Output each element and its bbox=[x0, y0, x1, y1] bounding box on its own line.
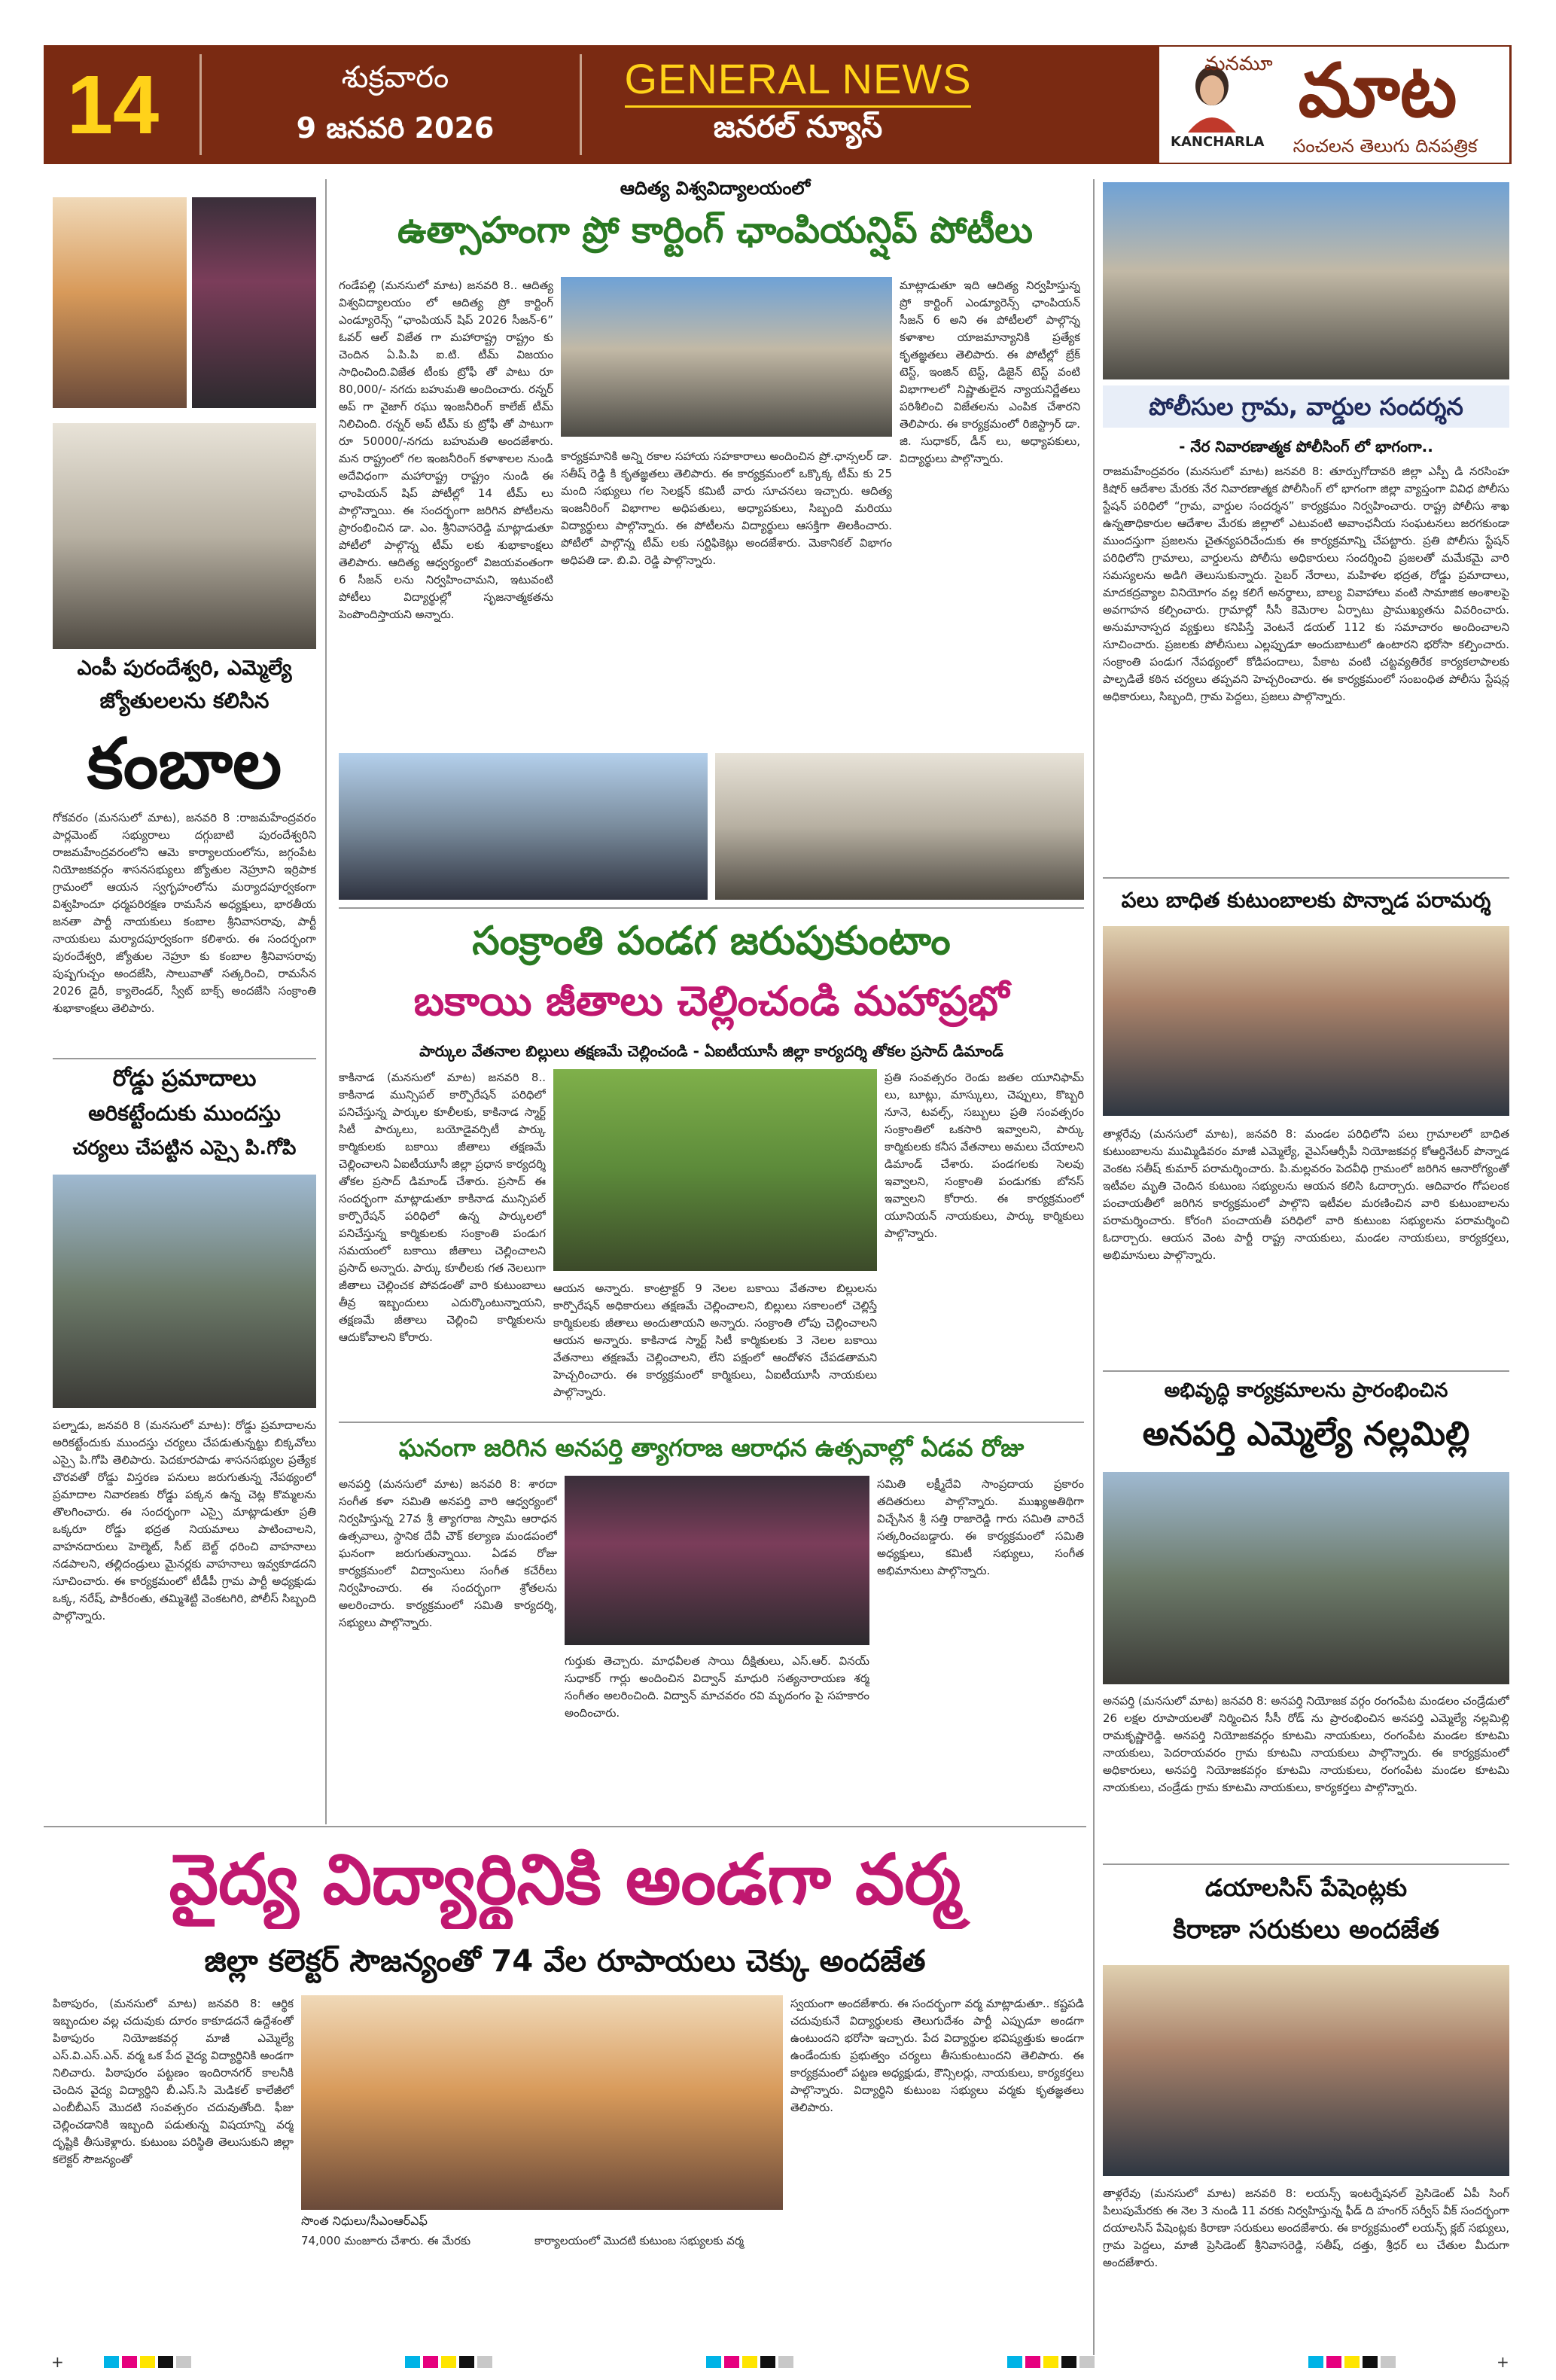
headline-road-3: చర్యలు చేపట్టిన ఎస్సై పి.గోపి bbox=[72, 1137, 297, 1160]
color-bar-swatch bbox=[706, 2356, 721, 2368]
photo-aditya-group-1 bbox=[339, 753, 708, 900]
headline-sankranti-2: బకాయి జీతాలు చెల్లించండి మహాప్రభో bbox=[413, 977, 1009, 1025]
color-bar-swatch bbox=[104, 2356, 119, 2368]
body-purandeswari: గోకవరం (మనసులో మాట), జనవరి 8 :రాజమహేంద్రవరం పార్లమెంట్ సభ్యురాలు దగ్గుబాటి పురందేశ్వరిని రాజమహేంద్రవరంలోని ఆమె కార్యాలయంలోను, జగ్గంపేట నియోజకవర్గం శాసనసభ్యులు జ్యోతుల నెహ్రూని ఇర్రిపాక గ్రామంలో ఆయన స్వగృహంలోను మర్యాదపూర్వకంగా విశ్వహిందూ ధర్మపరిరక్షణ రామసేన అధ్యక్షులు, భారతీయ జనతా పార్టీ నాయకులు కంబాల శ్రీనివాసరావు, పార్టీ నాయకులు మర్యాదపూర్వకంగా కలిశారు. ఈ సందర్భంగా పురందేశ్వరి, జ్యోతుల నెహ్రూ కు కంబాల శ్రీనివాసరావు పుష్పగుచ్చం అందజేసి, సాలువాతో సత్కరించి, రామసేన 2026 డైరీ, క్యాలెండర్, స్వీట్ బాక్స్ అందజేసి సంక్రాంతి శుభాకాంక్షలు తెలిపారు. bbox=[53, 811, 316, 1015]
divider bbox=[1103, 1863, 1509, 1865]
photo-dialysis-donation bbox=[1103, 1965, 1509, 2176]
header-divider bbox=[199, 54, 202, 155]
photo-aditya-group-2 bbox=[715, 753, 1084, 900]
subhead-police: - నేర నివారణాత్మక పోలీసింగ్ లో భాగంగా.. bbox=[1179, 437, 1433, 456]
color-bar-swatch bbox=[778, 2356, 793, 2368]
body-tyagaraja-3: సమితి లక్ష్మీదేవి సాంప్రదాయ ప్రకారం తదితరులు పాల్గొన్నారు. ముఖ్యఅతిథిగా విచ్చేసిన శ్రీ సత్తి రాజారెడ్డి గారు సమితి వారిచే సత్కరించబడ్డారు. ఈ కార్యక్రమంలో సమితి అధ్యక్షులు, కమిటీ సభ్యులు, సంగీత అభిమానులు పాల్గొన్నారు. bbox=[877, 1477, 1084, 1577]
subhead-sankranti: పార్కుల వేతనాల బిల్లులు తక్షణమే చెల్లించండి - ఏఐటీయూసీ జిల్లా కార్యదర్శి తోకల ప్రసాద్ డిమాండ్ bbox=[419, 1042, 1003, 1060]
logo-tagline: సంచలన తెలుగు దినపత్రిక bbox=[1293, 136, 1478, 157]
kicker-aditya: ఆదిత్య విశ్వవిద్యాలయంలో bbox=[620, 178, 811, 199]
photo-ponnada-visit bbox=[1103, 926, 1509, 1116]
body-anaparthi: అనపర్తి (మనసులో మాట) జనవరి 8: అనపర్తి నియోజక వర్గం రంగంపేట మండలం చండ్రేడులో 26 లక్షల రూపాయలతో నిర్మించిన సీసీ రోడ్ ను ప్రారంభించిన అనపర్తి ఎమ్మెల్యే నల్లమిల్లి రామకృష్ణారెడ్డి. అనపర్తి నియోజకవర్గం కూటమి నాయకులు, రంగంపేట మండల కూటమి నాయకులు, పెదరాయవరం గ్రామ కూటమి నాయకులు పాల్గొన్నారు. ఈ కార్యక్రమంలో అధికారులు, అనపర్తి నియోజకవర్గం కూటమి నాయకులు, రంగంపేట మండల కూటమి నాయకులు, చండ్రేడు గ్రామ కూటమి నాయకులు, కార్యకర్తలు పాల్గొన్నారు. bbox=[1103, 1694, 1509, 1794]
section-title-te: జనరల్ న్యూస్ bbox=[713, 110, 883, 145]
color-bar-swatch bbox=[441, 2356, 456, 2368]
body-tyagaraja-2: గుర్తుకు తెచ్చారు. మాధవీలత సాయి దీక్షితులు, ఎస్.ఆర్. వినయ్ సుధాకర్ గార్లు అందించిన విద్వాన్ మాధురి సత్యనారాయణ శర్మ సంగీతం అలరించింది. విద్వాన్ మాచవరం రవి మృదంగం పై సహకారం అందించారు. bbox=[565, 1654, 869, 1720]
body-tyagaraja-1: అనపర్తి (మనసులో మాట) జనవరి 8: శారదా సంగీత కళా సమితి అనపర్తి వారి ఆధ్వర్యంలో నిర్వహిస్తున్న 27వ శ్రీ త్యాగరాజ స్వామి ఆరాధన ఉత్సవాలు, స్థానిక దేవీ చౌక్ కల్యాణ మండపంలో ఘనంగా జరుగుతున్నాయి. ఏడవ రోజు కార్యక్రమంలో విద్వాంసులు సంగీత కచేరీలు నిర్వహించారు. ఈ సందర్భంగా శ్రోతలను అలరించారు. కార్యక్రమంలో సమితి కార్యదర్శి, సభ్యులు పాల్గొన్నారు. bbox=[339, 1477, 557, 1629]
color-bar-swatch bbox=[1025, 2356, 1040, 2368]
column-rule bbox=[325, 179, 327, 1824]
headline-purandeswari-2: జ్యోతులలను కలిసిన bbox=[99, 688, 269, 713]
body-sankranti-1: కాకినాడ (మనసులో మాట) జనవరి 8.. కాకినాడ మున్సిపల్ కార్పొరేషన్ పరిధిలో పనిచేస్తున్న పార్కుల కూలీలకు, కాకినాడ స్మార్ట్ సిటీ పార్కులు, బయోడైవర్సిటీ పార్కు కార్మికులకు బకాయి జీతాలు తక్షణమే చెల్లించాలని ఏఐటీయూసీ జిల్లా ప్రధాన కార్యదర్శి తోకల ప్రసాద్ డిమాండ్ చేశారు. ప్రసాద్ ఈ సందర్భంగా మాట్లాడుతూ కాకినాడ మున్సిపల్ కార్పొరేషన్ పరిధిలో ఉన్న పార్కులలో పనిచేస్తున్న కార్మికులకు సంక్రాంతి పండుగ సమయంలో బకాయి జీతాలు చెల్లించాలని ప్రసాద్ అన్నారు. పార్కు కూలీలకు గత నెలలుగా జీతాలు చెల్లించక పోవడంతో వారి కుటుంబాలు తీవ్ర ఇబ్బందులు ఎదుర్కొంటున్నాయని, తక్షణమే జీతాలు చెల్లించి కార్మికులను ఆదుకోవాలని కోరారు. bbox=[339, 1071, 546, 1344]
body-road-safety: పల్నాడు, జనవరి 8 (మనసులో మాట): రోడ్డు ప్రమాదాలను అరికట్టేందుకు ముందస్తు చర్యలు చేపడుతున్నట్టు బిక్కవోలు ఎస్సై పి.గోపి తెలిపారు. పెదకూరపాడు శాసనసభ్యుల ప్రత్యేక చొరవతో రోడ్డు విస్తరణ పనులు జరుగుతున్న నేపథ్యంలో ప్రమాదాల నివారణకు రోడ్డు పక్కన ఉన్న చెట్ల కొమ్మలను తొలగించారు. ఈ సందర్భంగా ఎస్సై మాట్లాడుతూ ప్రతి ఒక్కరూ రోడ్డు భద్రత నియమాలు పాటించాలని, వాహనదారులు హెల్మెట్, సీట్ బెల్ట్ ధరించి వాహనాలు నడపాలని, తల్లిదండ్రులు మైనర్లకు వాహనాలు ఇవ్వకూడదని సూచించారు. ఈ కార్యక్రమంలో టీడీపీ గ్రామ పార్టీ అధ్యక్షుడు ఒక్క, నరేష్, పాకీరంతు, తమ్మిశెట్టి వెంకటగిరి, పోలీస్ సిబ్బంది పాల్గొన్నారు. bbox=[53, 1419, 316, 1623]
color-bar-swatch bbox=[724, 2356, 739, 2368]
headline-sankranti-1: సంక్రాంతి పండగ జరుపుకుంటాం bbox=[472, 919, 951, 964]
header-divider bbox=[580, 54, 582, 155]
caption-varma: సొంత నిధులు/సీఎంఆర్ఎఫ్ bbox=[301, 2214, 428, 2228]
body-sankranti-2: ఆయన అన్నారు. కాంట్రాక్టర్ 9 నెలల బకాయి వేతనాల బిల్లులను కార్పొరేషన్ అధికారులు తక్షణమే చెల్లించాలని, బిల్లులు సకాలంలో చెల్లిస్తే కార్మికులకు జీతాలు అందుతాయని అన్నారు. సంక్రాంతి లోపు చెల్లించాలని ఆయన అన్నారు. కాకినాడ స్మార్ట్ సిటీ కార్మికులకు 3 నెలల బకాయి వేతనాలు తక్షణమే చెల్లించాలని, లేని పక్షంలో ఆందోళన చేపడతామని హెచ్చరించారు. ఈ కార్యక్రమంలో కార్మికులు, ఏఐటీయూసీ నాయకులు పాల్గొన్నారు. bbox=[553, 1281, 877, 1399]
divider bbox=[53, 1058, 316, 1059]
divider bbox=[339, 907, 1084, 909]
headline-road-1: రోడ్డు ప్రమాదాలు bbox=[112, 1065, 257, 1092]
color-bar-swatch bbox=[459, 2356, 474, 2368]
page-number: 14 bbox=[66, 59, 160, 151]
color-bar-swatch bbox=[477, 2356, 492, 2368]
photo-nehru-meeting bbox=[53, 423, 316, 649]
color-bar-swatch bbox=[176, 2356, 191, 2368]
section-title-en: GENERAL NEWS bbox=[624, 55, 972, 102]
body-aditya-1: గండేపల్లి (మనసులో మాట) జనవరి 8.. ఆదిత్య విశ్వవిద్యాలయం లో ఆదిత్య ప్రో కార్టింగ్ ఎండ్యూరెన్స్ “ఛాంపియన్ షిప్ 2026 సీజన్-6” ఓవర్ ఆల్ విజేత గా మహారాష్ట్ర రాష్ట్రం కు చెందిన ఏ.పి.పి ఐ.టి. టీమ్ విజయం సాధించింది.విజేత టీంకు ట్రోఫీ తో పాటు రూ 80,000/- నగదు బహుమతి అందించారు. రన్నర్ అప్ గా వైజాగ్ రఘు ఇంజనీరింగ్ కాలేజ్ టీమ్ నిలిచింది. రన్నర్ అప్ టీమ్ కు ట్రోఫీ తో పాటుగా రూ 50000/-నగదు బహుమతి అందజేశారు. మన రాష్ట్రంలో గల ఇంజనీరింగ్ కళాశాలల నుండి అదేవిధంగా మహారాష్ట్ర రాష్ట్రం నుండి ఈ ఛాంపియన్ షిప్ పోటీల్లో 14 టీమ్ లు పాల్గొన్నాయి. ఈ సందర్భంగా జరిగిన పోటీలను ప్రారంభించిన డా. ఎం. శ్రీనివాసరెడ్డి మాట్లాడుతూ పోటీలో పాల్గొన్న టీమ్ లకు శుభాకాంక్షలు తెలిపారు. ఆదిత్య ఆధ్వర్యంలో విజయవంతంగా 6 సీజన్ లను నిర్వహించామని, ఇటువంటి పోటీలు విద్యార్థుల్లో సృజనాత్మకతను పెంపొందిస్తాయని అన్నారు. bbox=[339, 279, 553, 621]
photo-varma-cheque bbox=[301, 1995, 783, 2210]
body-ponnada: తాళ్లరేవు (మనసులో మాట), జనవరి 8: మండల పరిధిలోని పలు గ్రామాలలో బాధిత కుటుంబాలను ముమ్మిడివరం మాజీ ఎమ్మెల్యే, వైఎస్ఆర్సీపీ నియోజకవర్గ కోఆర్డినేటర్ పొన్నాడ వెంకట సతీష్ కుమార్ పరామర్శించారు. పి.మల్లవరం పెదవీధి గ్రామంలో జరిగిన ఆనారోగ్యంతో ఇటీవల మృతి చెందిన కుటుంబ సభ్యులను ఆయన కలిసి ఓదార్చారు. ఆదివారం గోపలంక పంచాయతీలో జరిగిన కార్యక్రమంలో పాల్గొని ఇటీవల మరణించిన వారి కుటుంబాలను పరామర్శించారు. కోరంగి పంచాయతీ పరిధిలో వారి కుటుంబ సభ్యులను పరామర్శించి ఓదార్చారు. ఆయన వెంట పార్టీ రాష్ట్ర నాయకులు, మండల నాయకులు, కార్యకర్తలు, అభిమానులు పాల్గొన్నారు. bbox=[1103, 1127, 1509, 1262]
photo-park-workers bbox=[553, 1069, 877, 1271]
headline-road-2: అరికట్టేందుకు ముందస్తు bbox=[88, 1101, 281, 1126]
color-bar-swatch bbox=[423, 2356, 438, 2368]
headline-varma: వైద్య విద్యార్థినికి అండగా వర్మ bbox=[169, 1839, 961, 1920]
headline-dialysis-1: డయాలసిస్ పేషెంట్లకు bbox=[1204, 1873, 1408, 1902]
headline-dialysis-2: కిరాణా సరుకులు అందజేత bbox=[1173, 1915, 1439, 1945]
body-varma-1b: 74,000 మంజూరు చేశారు. ఈ మేరకు bbox=[301, 2234, 471, 2247]
photo-anaparthi-road bbox=[1103, 1472, 1509, 1684]
headline-tyagaraja: ఘనంగా జరిగిన అనపర్తి త్యాగరాజ ఆరాధన ఉత్సవాల్లో ఏడవ రోజు bbox=[398, 1434, 1025, 1462]
kicker-anaparthi: అభివృద్ధి కార్యక్రమాలను ప్రారంభించిన bbox=[1164, 1379, 1448, 1402]
divider bbox=[1103, 1370, 1509, 1372]
color-bar-swatch bbox=[1344, 2356, 1360, 2368]
registration-mark-icon: + bbox=[51, 2353, 64, 2371]
color-bar-swatch bbox=[1363, 2356, 1378, 2368]
color-bar-swatch bbox=[742, 2356, 757, 2368]
color-bar-swatch bbox=[1061, 2356, 1076, 2368]
headline-aditya: ఉత్సాహంగా ప్రో కార్టింగ్ ఛాంపియన్షిప్ పోటీలు bbox=[397, 209, 1033, 251]
logo-main-text: మాట bbox=[1298, 48, 1457, 134]
photo-tyagaraja-concert bbox=[565, 1476, 869, 1645]
color-bar-swatch bbox=[1381, 2356, 1396, 2368]
headline-police: పోలీసుల గ్రామ, వార్డుల సందర్శన bbox=[1103, 385, 1509, 428]
logo-name: KANCHARLA bbox=[1171, 134, 1265, 150]
body-varma-2: స్వయంగా అందజేశారు. ఈ సందర్భంగా వర్మ మాట్లాడుతూ.. కష్టపడి చదువుకునే విద్యార్థులకు తెలుగుదేశం పార్టీ ఎప్పుడూ అండగా ఉంటుందని భరోసా ఇచ్చారు. పేద విద్యార్థుల భవిష్యత్తుకు అండగా ఉండేందుకు ప్రభుత్వం చర్యలు తీసుకుంటుందని తెలిపారు. ఈ కార్యక్రమంలో పట్టణ అధ్యక్షుడు, కౌన్సిలర్లు, నాయకులు, కార్యకర్తలు పాల్గొన్నారు. విద్యార్థిని కుటుంబ సభ్యులు వర్మకు కృతజ్ఞతలు తెలిపారు. bbox=[790, 1997, 1084, 2114]
color-bar-swatch bbox=[1043, 2356, 1058, 2368]
body-dialysis: తాళ్లరేవు (మనసులో మాట) జనవరి 8: లయన్స్ ఇంటర్నేషనల్ ప్రెసిడెంట్ ఏపీ సింగ్ పిలుపుమేరకు ఈ నెల 3 నుండి 11 వరకు నిర్వహిస్తున్న ఫీడ్ ది హంగర్ సర్వీస్ వీక్ సందర్భంగా దయాలసిస్ పేషెంట్లకు కిరాణా సరుకులు అందజేశారు. ఈ కార్యక్రమంలో లయన్స్ క్లబ్ సభ్యులు, గ్రామ పెద్దలు, మాజీ ప్రెసిడెంట్ శ్రీనివాసరెడ్డి, సతీష్, దత్తు, శ్రీధర్ లు చేతుల మీదుగా అందజేశారు. bbox=[1103, 2186, 1509, 2269]
body-varma-2b: కార్యాలయంలో మొదటి కుటుంబ సభ్యులకు వర్మ bbox=[534, 2234, 745, 2247]
subhead-varma: జిల్లా కలెక్టర్ సౌజన్యంతో 74 వేల రూపాయలు చెక్కు అందజేత bbox=[204, 1944, 926, 1979]
header-date: 9 జనవరి 2026 bbox=[296, 111, 495, 145]
color-bar-swatch bbox=[1079, 2356, 1095, 2368]
color-bar-swatch bbox=[122, 2356, 137, 2368]
section-underline bbox=[625, 105, 971, 108]
body-sankranti-3: ప్రతి సంవత్సరం రెండు జతల యూనిఫామ్ లు, బూట్లు, మాస్కులు, చెప్పులు, కొబ్బరి నూనె, టవల్స్, సబ్బులు ప్రతి సంవత్సరం సంక్రాంతిలో ఒకసారి ఇవ్వాలని, పార్కు కార్మికులకు కనీస వేతనాలు అమలు చేయాలని డిమాండ్ చేశారు. పండగలకు సెలవు ఇవ్వాలని, సంక్రాంతి పండుగకు బోనస్ ఇవ్వాలని కోరారు. ఈ కార్యక్రమంలో యూనియన్ నాయకులు, పార్కు కార్మికులు పాల్గొన్నారు. bbox=[885, 1071, 1084, 1240]
body-varma-1: పిఠాపురం, (మనసులో మాట) జనవరి 8: ఆర్థిక ఇబ్బందుల వల్ల చదువుకు దూరం కాకూడదనే ఉద్దేశంతో పిఠాపురం నియోజకవర్గ మాజీ ఎమ్మెల్యే ఎస్.వి.ఎస్.ఎన్. వర్మ ఒక పేద వైద్య విద్యార్థినికి అండగా నిలిచారు. పిఠాపురం పట్టణం ఇందిరానగర్ కాలనీకి చెందిన వైద్య విద్యార్థిని బీ.ఎస్.సి మెడికల్ కాలేజీలో ఎంబీబీఎస్ మొదటి సంవత్సరం చదువుతోంది. ఫీజు చెల్లించడానికి ఇబ్బంది పడుతున్న విషయాన్ని వర్మ దృష్టికి తీసుకెళ్లారు. కుటుంబ పరిస్థితి తెలుసుకుని జిల్లా కలెక్టర్ సౌజన్యంతో bbox=[53, 1997, 294, 2166]
headline-anaparthi: అనపర్తి ఎమ్మెల్యే నల్లమిల్లి bbox=[1142, 1415, 1470, 1453]
divider bbox=[44, 1826, 1086, 1827]
photo-road-safety bbox=[53, 1175, 316, 1408]
registration-mark-icon: + bbox=[1497, 2353, 1509, 2371]
color-bar-swatch bbox=[140, 2356, 155, 2368]
photo-purandeswari-2 bbox=[192, 197, 316, 408]
divider bbox=[1103, 877, 1509, 879]
print-registration-strip bbox=[44, 2353, 1512, 2371]
color-bar-swatch bbox=[158, 2356, 173, 2368]
photo-purandeswari-1 bbox=[53, 197, 187, 408]
logo-small-text: మనమూ bbox=[1204, 53, 1273, 75]
header-day: శుక్రవారం bbox=[341, 60, 449, 95]
headline-kambala: కంబాల bbox=[87, 724, 282, 804]
body-police: రాజమహేంద్రవరం (మనసులో మాట) జనవరి 8: తూర్పుగోదావరి జిల్లా ఎస్పీ డి నరసింహ కిషోర్ ఆదేశాల మేరకు నేర నివారణాత్మక పోలీసింగ్ లో భాగంగా జిల్లా వ్యాప్తంగా వివిధ పోలీసు స్టేషన్ పరిధిలో “గ్రామ, వార్డుల సందర్శన” కార్యక్రమం నిర్వహించారు. రాష్ట్ర పోలీసు శాఖ ఉన్నతాధికారుల ఆదేశాల మేరకు జిల్లాలో ఎటువంటి అవాంఛనీయ సంఘటనలు జరగకుండా ముందస్తుగా ప్రజలను చైతన్యపరిచేందుకు ఈ కార్యక్రమాన్ని చేపట్టారు. ప్రతి పోలీసు స్టేషన్ పరిధిలోని గ్రామాలు, వార్డులను పోలీసు అధికారులు సందర్శించి ప్రజలతో మమేకమై వారి సమస్యలను అడిగి తెలుసుకున్నారు. సైబర్ నేరాలు, మహిళల భద్రత, రోడ్డు ప్రమాదాలు, మాదకద్రవ్యాల వినియోగం వల్ల కలిగే అనర్థాలు, బాల్య వివాహాలు వంటి సామాజిక అంశాలపై అవగాహన కల్పించారు. గ్రామాల్లో సీసీ కెమెరాల ఏర్పాటు ప్రాముఖ్యతను వివరించారు. అనుమానాస్పద వ్యక్తులు కనిపిస్తే వెంటనే డయల్ 112 కు సమాచారం అందించాలని సూచించారు. ప్రజలకు పోలీసులు ఎల్లప్పుడూ అందుబాటులో ఉంటారని భరోసా కల్పించారు. సంక్రాంతి పండుగ నేపథ్యంలో కోడిపందాలు, పేకాట వంటి చట్టవ్యతిరేక కార్యకలాపాలకు పాల్పడితే కఠిన చర్యలు తప్పవని హెచ్చరించారు. ఈ కార్యక్రమంలో సంబంధిత పోలీసు స్టేషన్ల అధికారులు, సిబ్బంది, గ్రామ పెద్దలు, ప్రజలు పాల్గొన్నారు. bbox=[1103, 465, 1509, 703]
body-aditya-2: కార్యక్రమానికి అన్ని రకాల సహాయ సహకారాలు అందించిన ప్రో.ఛాన్సలర్ డా. సతీష్ రెడ్డి కి కృతజ్ఞతలు తెలిపారు. ఈ కార్యక్రమంలో ఒక్కొక్క టీమ్ కు 25 మంది సభ్యులు గల సెలక్షన్ కమిటీ వారు సూచనలు ఇచ్చారు. ఆదిత్య ఇంజనీరింగ్ విభాగాల అధిపతులు, అధ్యాపకులు, సిబ్బంది మరియు విద్యార్థులు పాల్గొన్నారు. ఈ పోటీలను విద్యార్థులు ఆసక్తిగా తిలకించారు. పోటీలో పాల్గొన్న టీమ్ లకు సర్టిఫికెట్లు అందజేశారు. మెకానికల్ విభాగం అధిపతి డా. బి.వి. రెడ్డి పాల్గొన్నారు. bbox=[561, 449, 892, 567]
color-bar-swatch bbox=[1007, 2356, 1022, 2368]
body-aditya-3: మాట్లాడుతూ ఇది ఆదిత్య నిర్వహిస్తున్న ప్రో కార్టింగ్ ఎండ్యూరెన్స్ ఛాంపియన్ సీజన్ 6 అని ఈ పోటీలలో పాల్గొన్న కళాశాల యాజమాన్యానికి ప్రత్యేక కృతజ్ఞతలు తెలిపారు. ఈ పోటీల్లో బ్రేక్ టెస్ట్, ఇంజిన్ టెస్ట్, డిజైన్ టెస్ట్ వంటి విభాగాలలో నిష్ణాతులైన న్యాయనిర్ణేతలు పరిశీలించి విజేతలను ఎంపిక చేశారని తెలిపారు. ఈ కార్యక్రమంలో రిజిస్ట్రార్ డా. జి. సుధాకర్, డీన్ లు, అధ్యాపకులు, విద్యార్థులు పాల్గొన్నారు. bbox=[900, 279, 1080, 465]
photo-karting bbox=[561, 277, 892, 437]
color-bar-swatch bbox=[1326, 2356, 1341, 2368]
headline-ponnada: పలు బాధిత కుటుంబాలకు పొన్నాడ పరామర్శ bbox=[1121, 888, 1491, 913]
color-bar-swatch bbox=[760, 2356, 775, 2368]
divider bbox=[339, 1422, 1084, 1423]
color-bar-swatch bbox=[1308, 2356, 1323, 2368]
headline-purandeswari-1: ఎంపీ పురందేశ్వరి, ఎమ్మెల్యే bbox=[77, 657, 292, 680]
color-bar-swatch bbox=[405, 2356, 420, 2368]
column-rule bbox=[1093, 179, 1095, 2355]
photo-police-visit bbox=[1103, 182, 1509, 379]
